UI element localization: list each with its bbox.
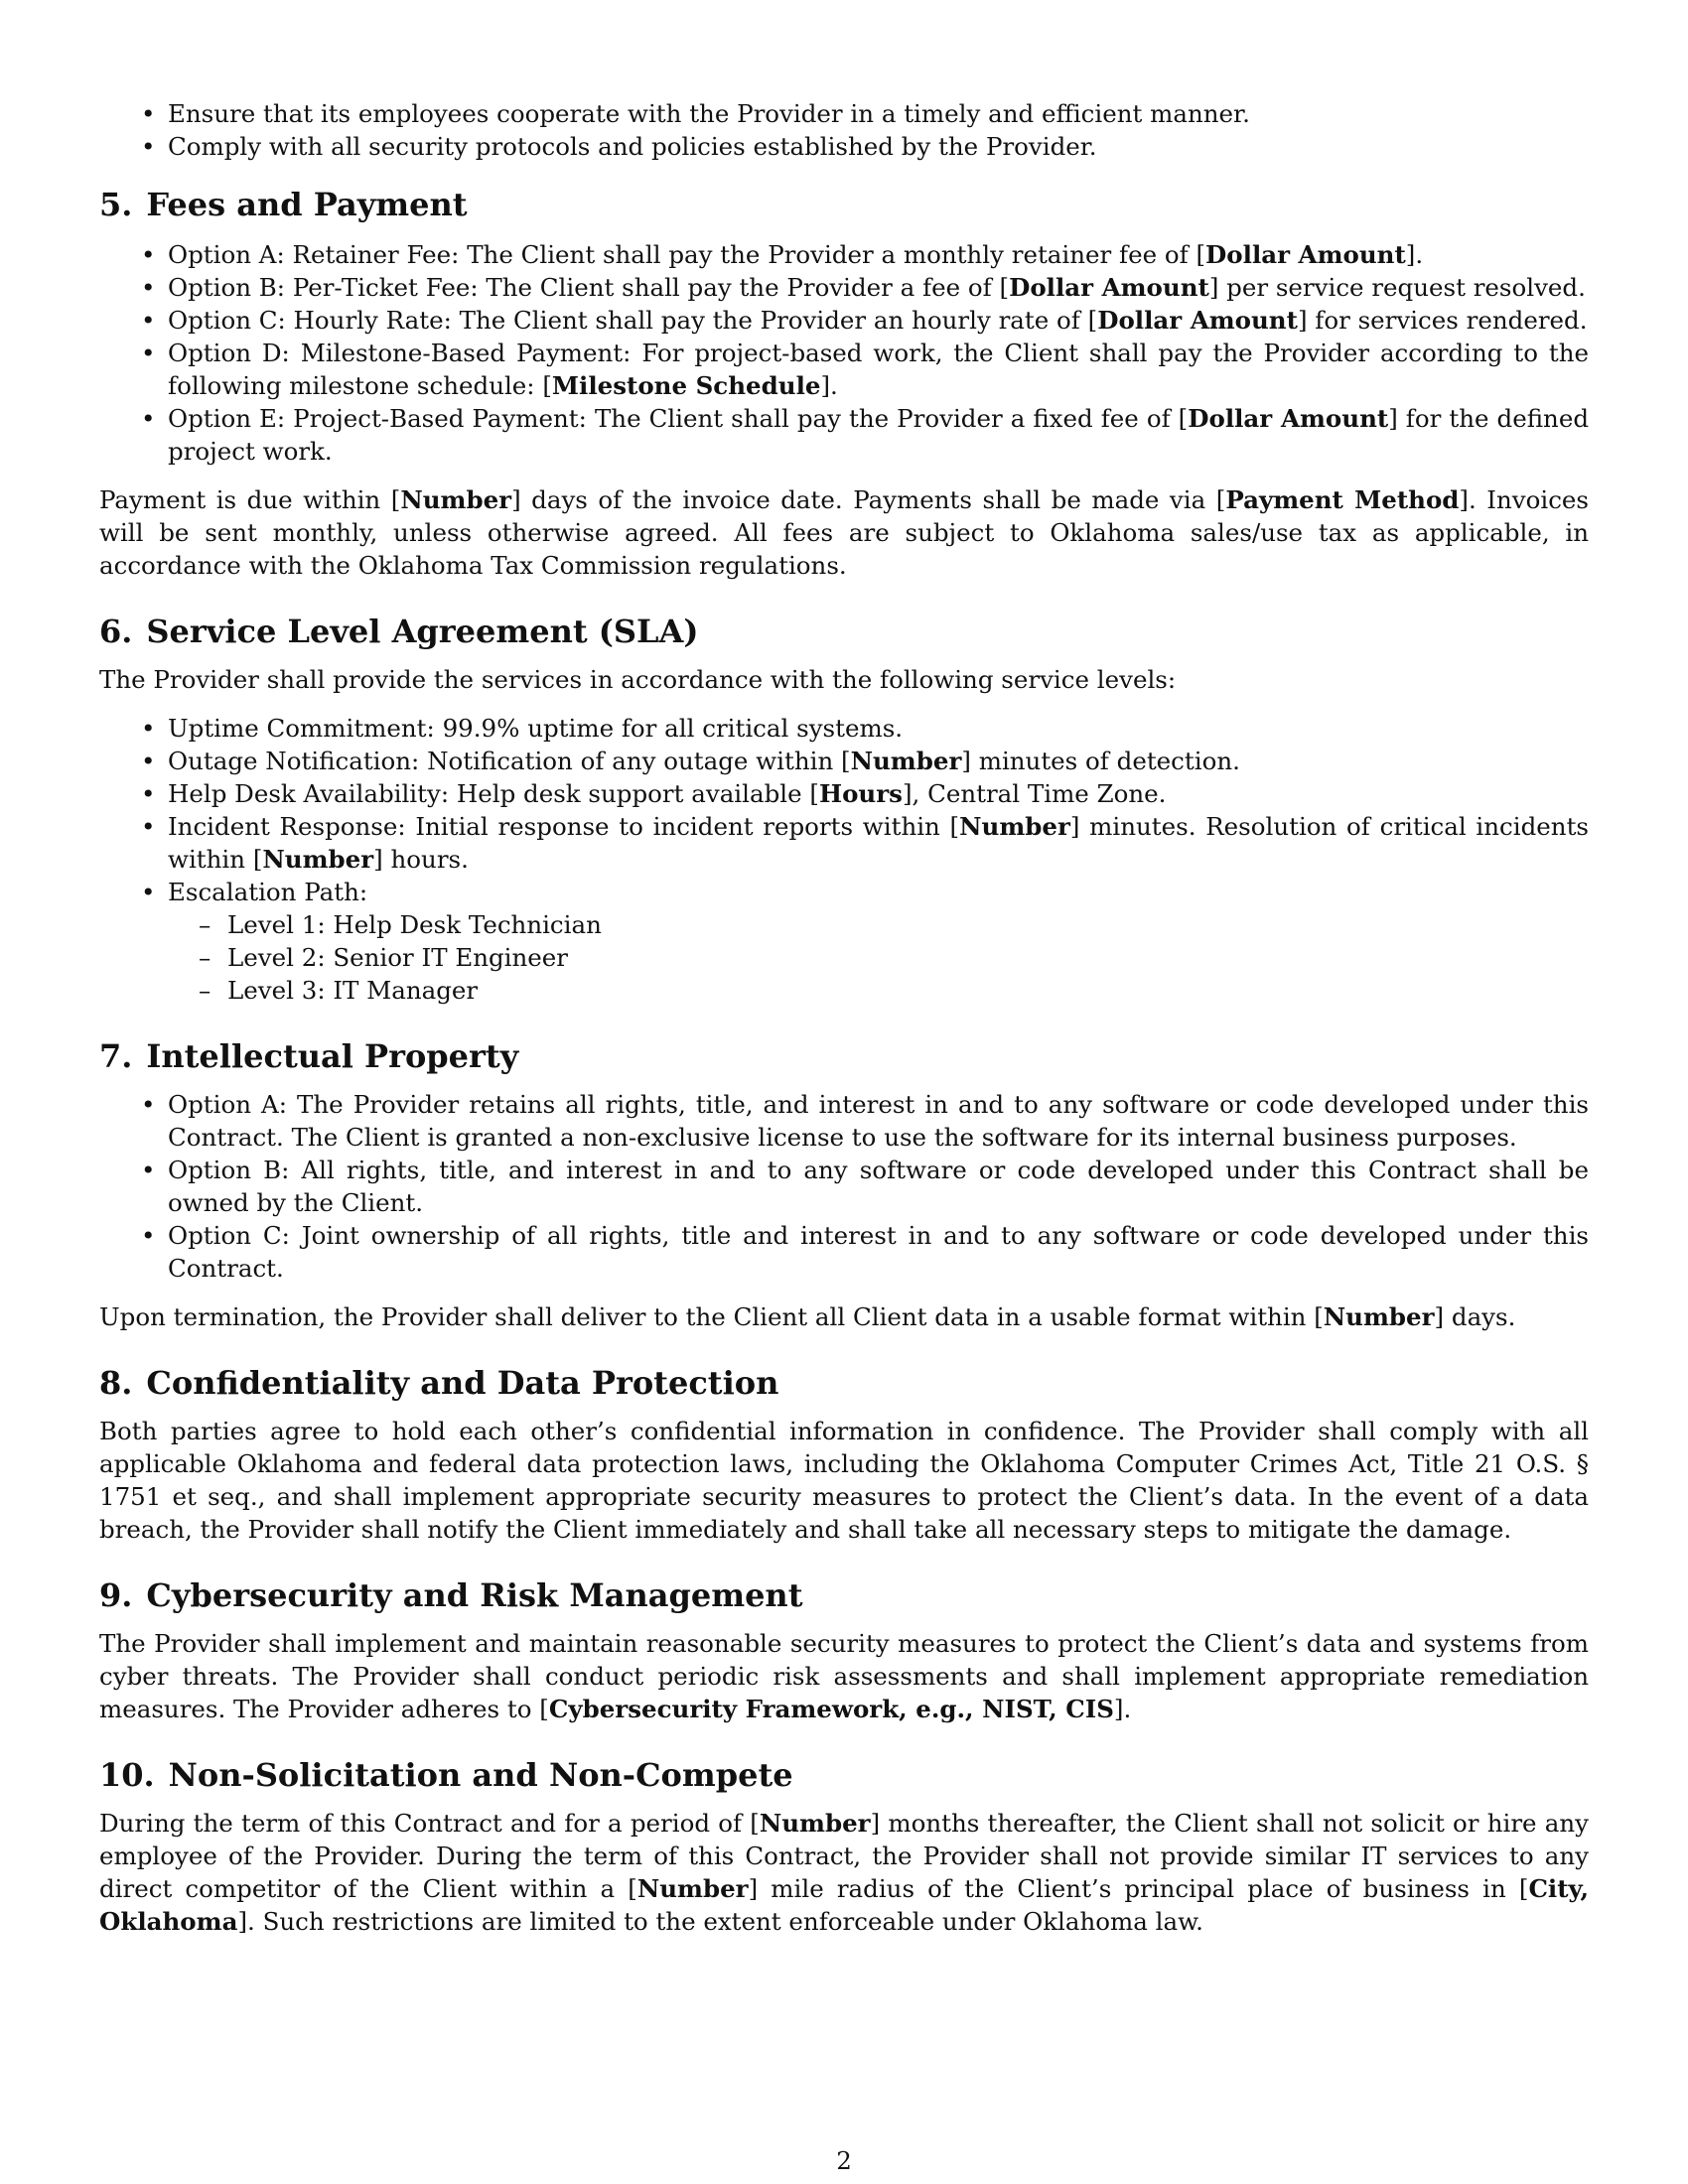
list-item: • Option A: The Provider retains all rights, title, and interest in and to any software or code developed under this Contract. The Client is granted a non-exclusive license to use the software for its internal business purposes. — [99, 1088, 1589, 1154]
list-item: • Ensure that its employees cooperate with the Provider in a timely and efficient manner. — [99, 97, 1589, 130]
fee-options-list — [99, 238, 1589, 468]
section-heading-non-solicitation: 10. Non-Solicitation and Non-Compete — [99, 1756, 793, 1794]
list-item: • Option C: Hourly Rate: The Client shall pay the Provider an hourly rate of [Dollar Amount] for services rendered. — [99, 304, 1589, 337]
payment-terms-paragraph: Payment is due within [Number] days of the invoice date. Payments shall be made via [Payment Method]. Invoices will be sent monthly, unless otherwise agreed. All fees are subject to Oklahoma sales/use tax as applicable, in accordance with the Oklahoma Tax Commission regulations. — [99, 485, 1589, 580]
list-item: – Level 1: Help Desk Technician — [99, 908, 1589, 941]
escalation-levels-list — [99, 908, 1589, 1007]
list-item: • Option D: Milestone-Based Payment: For project-based work, the Client shall pay the Provider according to the following milestone schedule: [Milestone Schedule]. — [99, 337, 1589, 402]
page-number: 2 — [836, 2146, 852, 2175]
list-item: • Option A: Retainer Fee: The Client shall pay the Provider a monthly retainer fee of [Dollar Amount]. — [99, 238, 1589, 271]
section-heading-ip: 7. Intellectual Property — [99, 1037, 519, 1075]
list-item: • Incident Response: Initial response to incident reports within [Number] minutes. Resolution of critical incidents within [Number] hours. — [99, 810, 1589, 876]
list-item: • Escalation Path: — [99, 876, 1589, 908]
data-return-paragraph: Upon termination, the Provider shall deliver to the Client all Client data in a usable format within [Number] days. — [99, 1302, 1516, 1331]
list-item: • Help Desk Availability: Help desk support available [Hours], Central Time Zone. — [99, 777, 1589, 810]
section-heading-cybersecurity: 9. Cybersecurity and Risk Management — [99, 1576, 803, 1614]
section-heading-sla: 6. Service Level Agreement (SLA) — [99, 613, 699, 650]
ip-options-list — [99, 1088, 1589, 1285]
list-item: • Option B: All rights, title, and interest in and to any software or code developed under this Contract shall be owned by the Client. — [99, 1154, 1589, 1219]
list-item: – Level 2: Senior IT Engineer — [99, 941, 1589, 974]
cybersecurity-paragraph: The Provider shall implement and maintain reasonable security measures to protect the Client’s data and systems from cyber threats. The Provider shall conduct periodic risk assessments and shall implement appropriate remediation measures. The Provider adheres to [Cybersecurity Framework, e.g., NIST, CIS]. — [99, 1629, 1589, 1723]
list-item: • Outage Notification: Notification of any outage within [Number] minutes of detection. — [99, 745, 1589, 777]
section-heading-confidentiality: 8. Confidentiality and Data Protection — [99, 1364, 779, 1402]
sla-list — [99, 712, 1589, 908]
list-item: • Comply with all security protocols and policies established by the Provider. — [99, 130, 1589, 163]
list-item: • Option C: Joint ownership of all rights, title and interest in and to any software or code developed under this Contract. — [99, 1219, 1589, 1285]
confidentiality-paragraph: Both parties agree to hold each other’s confidential information in confidence. The Provider shall comply with all applicable Oklahoma and federal data protection laws, including the Oklahoma Computer Crimes Act, Title 21 O.S. § 1751 et seq., and shall implement appropriate security measures to protect the Client’s data. In the event of a data breach, the Provider shall notify the Client immediately and shall take all necessary steps to mitigate the damage. — [99, 1417, 1589, 1544]
client-obligations-list — [99, 97, 1589, 163]
section-heading-fees: 5. Fees and Payment — [99, 186, 468, 223]
document-page — [99, 97, 1589, 1938]
list-item: • Uptime Commitment: 99.9% uptime for all critical systems. — [99, 712, 1589, 745]
list-item: • Option B: Per-Ticket Fee: The Client shall pay the Provider a fee of [Dollar Amount] per service request resolved. — [99, 271, 1589, 304]
list-item: • Option E: Project-Based Payment: The Client shall pay the Provider a fixed fee of [Dollar Amount] for the defined project work. — [99, 402, 1589, 468]
list-item: – Level 3: IT Manager — [99, 974, 1589, 1007]
sla-intro: The Provider shall provide the services in accordance with the following service levels: — [99, 665, 1177, 694]
non-solicitation-paragraph: During the term of this Contract and for a period of [Number] months thereafter, the Client shall not solicit or hire any employee of the Provider. During the term of this Contract, the Provider shall not provide similar IT services to any direct competitor of the Client within a [Number] mile radius of the Client’s principal place of business in [City, Oklahoma]. Such restrictions are limited to the extent enforceable under Oklahoma law. — [99, 1809, 1589, 1936]
